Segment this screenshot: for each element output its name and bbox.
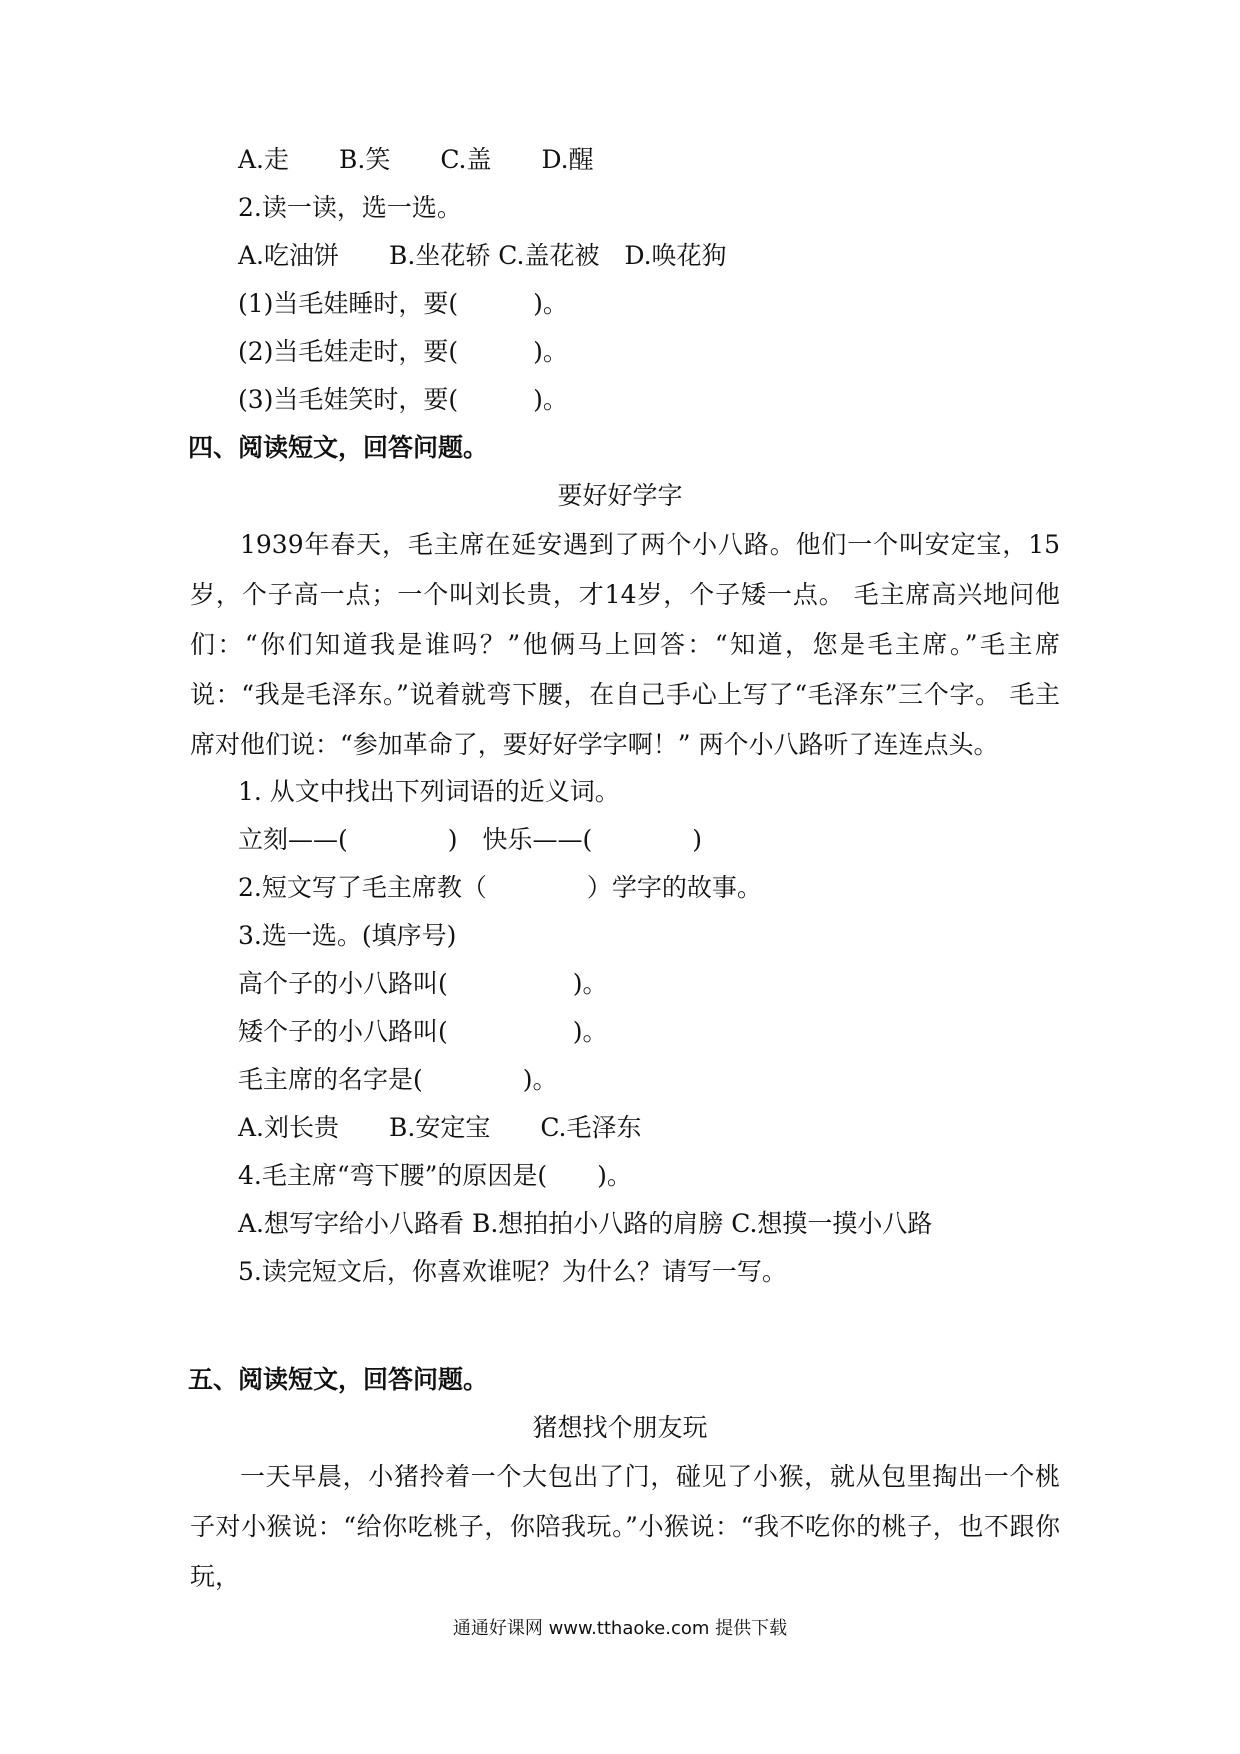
s4-q1-blanks: 立刻——( ) 快乐——( ) [238,825,703,854]
s4-q3-item-2: 矮个子的小八路叫( )。 [238,1017,608,1046]
s4-q3-item-3: 毛主席的名字是( )。 [238,1065,558,1094]
section4-heading: 四、阅读短文，回答问题。 [188,433,489,462]
s4-q3: 3.选一选。(填序号) [238,921,457,950]
q1-options-row: A.走 B.笑 C.盖 D.醒 [238,145,594,174]
q2-item-3: (3)当毛娃笑时，要( )。 [238,385,568,414]
s4-q4: 4.毛主席“弯下腰”的原因是( )。 [238,1161,632,1190]
s4-q5: 5.读完短文后，你喜欢谁呢？为什么？请写一写。 [238,1257,787,1286]
s4-q3-item-1: 高个子的小八路叫( )。 [238,969,608,998]
s4-q4-options: A.想写字给小八路看 B.想拍拍小八路的肩膀 C.想摸一摸小八路 [238,1209,933,1238]
q2-prompt: 2.读一读，选一选。 [238,193,462,222]
section5-passage: 一天早晨，小猪拎着一个大包出了门，碰见了小猴，就从包里掏出一个桃子对小猴说：“给你吃桃子，你陪我玩。”小猴说：“我不吃你的桃子，也不跟你玩， [190,1462,1060,1591]
section5-heading: 五、阅读短文，回答问题。 [188,1365,489,1394]
s4-q3-options: A.刘长贵 B.安定宝 C.毛泽东 [238,1113,642,1142]
page-footer: 通通好课网 www.tthaoke.com 提供下载 [452,1618,788,1639]
section4-title: 要好好学字 [557,481,683,510]
q2-item-2: (2)当毛娃走时，要( )。 [238,337,568,366]
q2-options: A.吃油饼 B.坐花轿 C.盖花被 D.唤花狗 [238,241,727,270]
q2-item-1: (1)当毛娃睡时，要( )。 [238,289,568,318]
section5-title: 猪想找个朋友玩 [532,1413,708,1442]
s4-q1: 1. 从文中找出下列词语的近义词。 [238,777,620,806]
s4-q2: 2.短文写了毛主席教（ ）学字的故事。 [238,873,762,902]
section4-passage: 1939年春天，毛主席在延安遇到了两个小八路。他们一个叫安定宝，15岁，个子高一点；一个叫刘长贵，才14岁，个子矮一点。 毛主席高兴地问他们：“你们知道我是谁吗？”他俩马上回答：“知道，您是毛主席。”毛主席说：“我是毛泽东。”说着就弯下腰，在自己手心上写了“毛泽东”三个字。 毛主席对他们说：“参加革命了，要好好学字啊！” 两个小八路听了连连点头。 [190,530,1060,759]
